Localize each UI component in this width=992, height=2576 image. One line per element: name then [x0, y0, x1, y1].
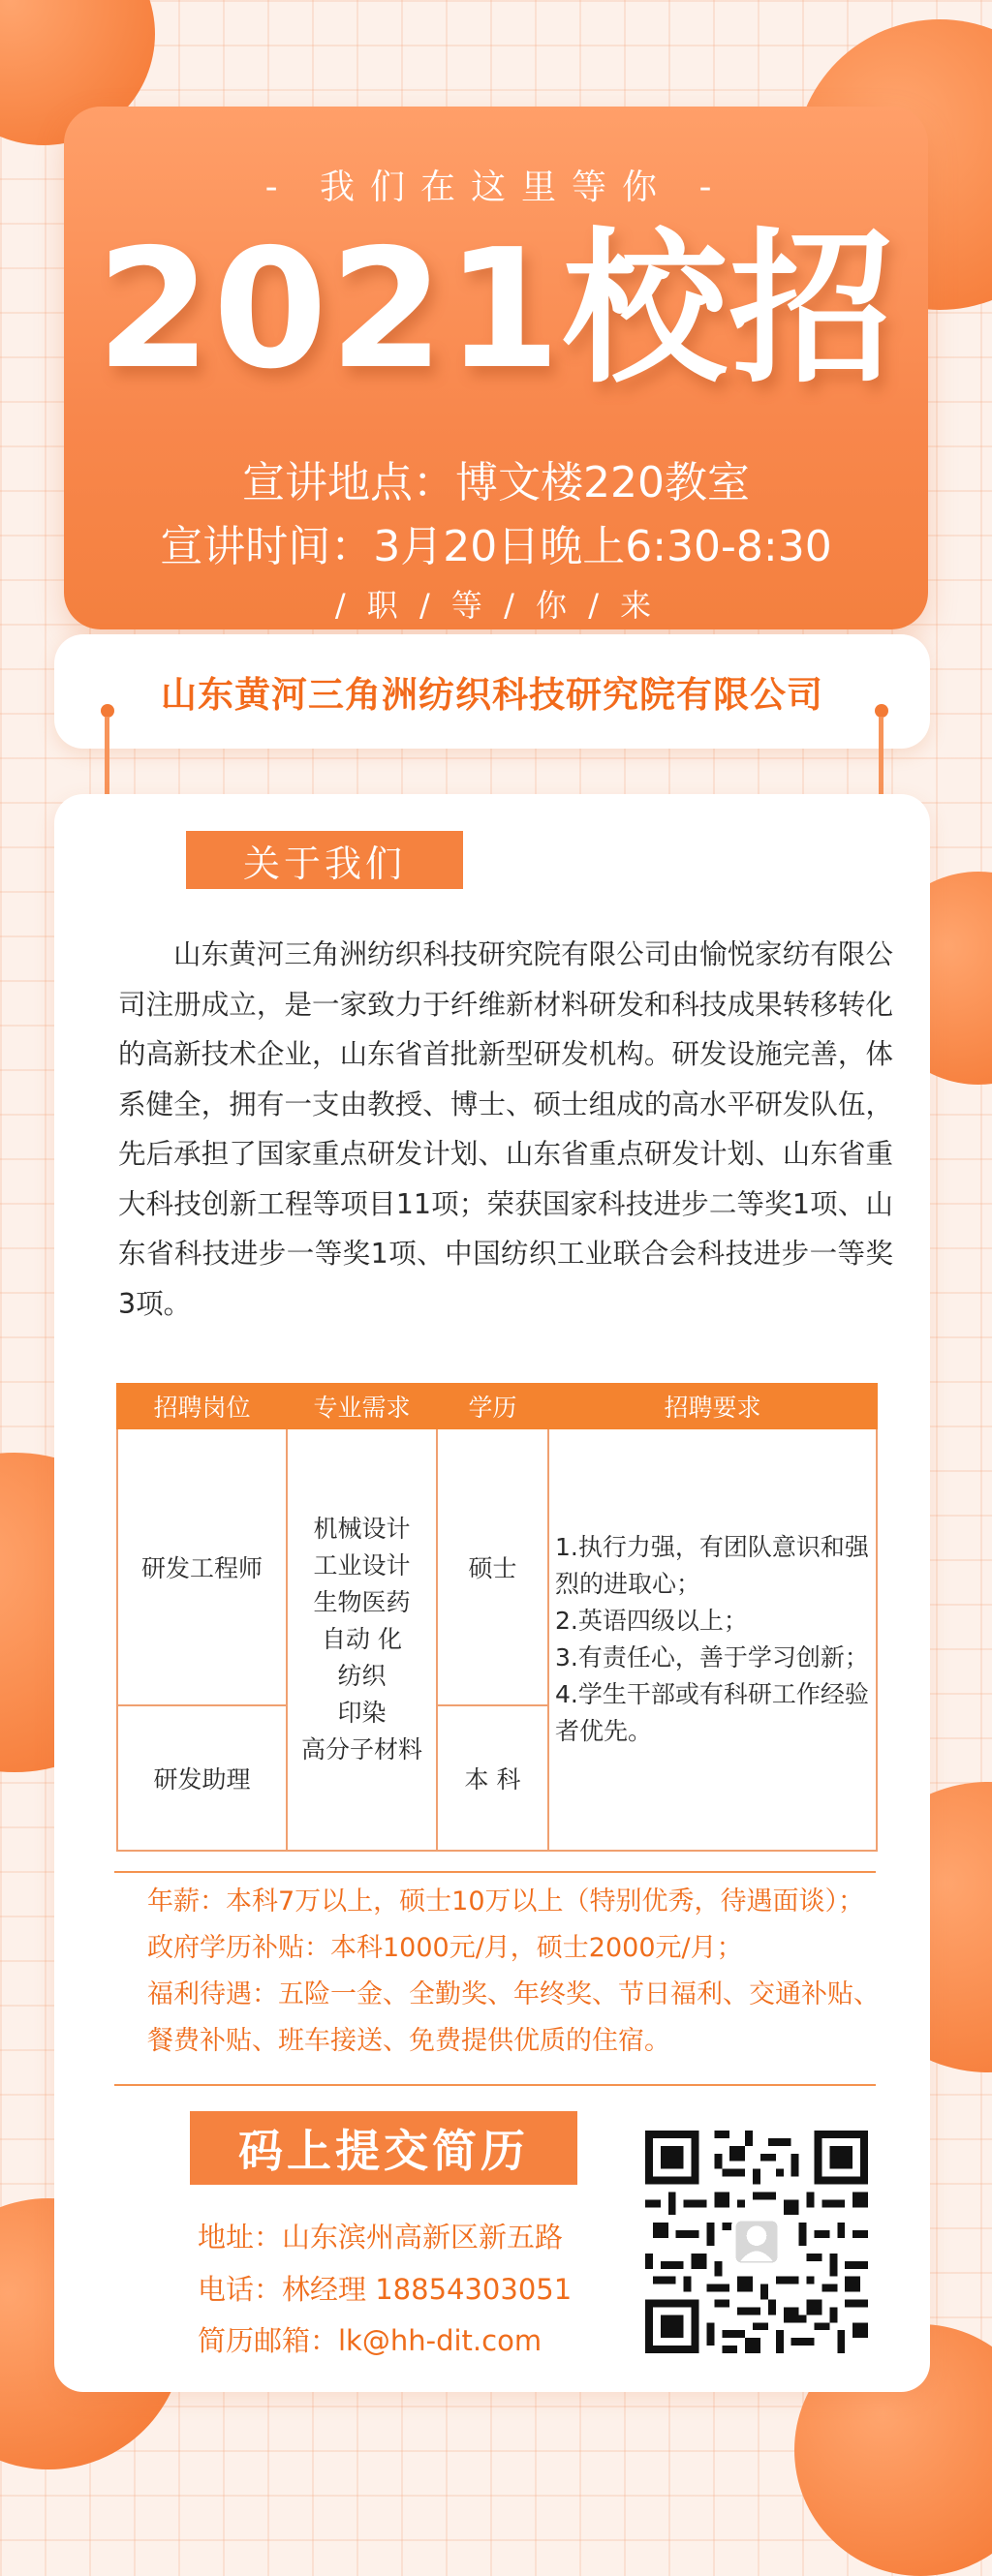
- content-card: [54, 794, 930, 2392]
- divider: [114, 1871, 876, 1873]
- major-item: 机械设计: [313, 1515, 411, 1543]
- table-header: 招聘岗位: [117, 1384, 287, 1428]
- about-text: 山东黄河三角洲纺织科技研究院有限公司由愉悦家纺有限公司注册成立，是一家致力于纤维新材料研发和科技成果转移转化的高新技术企业，山东省首批新型研发机构。研发设施完善，体系健全，拥有一支由教授、博士、硕士组成的高水平研发队伍，先后承担了国家重点研发计划、山东省重点研发计划、山东省重大科技创新工程等项目11项；荣获国家科技进步二等奖1项、山东省科技进步一等奖1项、中国纺织工业联合会科技进步一等奖3项。: [118, 938, 893, 1320]
- qr-code-icon[interactable]: [645, 2131, 868, 2353]
- hanger-peg: [101, 704, 114, 718]
- phone-text: 电话：林经理 18854303051: [198, 2273, 573, 2306]
- position-cell: 研发工程师: [117, 1428, 287, 1705]
- requirement-item: 4.学生干部或有科研工作经验者优先。: [555, 1680, 869, 1745]
- major-item: 生物医药: [313, 1588, 411, 1616]
- company-name-bar: [54, 634, 930, 749]
- recruitment-table: [116, 1383, 878, 1852]
- hanger-peg: [875, 704, 888, 718]
- hero-banner: [64, 107, 928, 629]
- requirement-item: 1.执行力强，有团队意识和强烈的进取心；: [555, 1533, 869, 1598]
- majors-cell: [287, 1428, 437, 1851]
- major-item: 印染: [337, 1699, 387, 1727]
- submit-resume-label: 码上提交简历: [190, 2111, 577, 2185]
- email-text: 简历邮箱：lk@hh-dit.com: [198, 2324, 542, 2357]
- requirements-cell: [548, 1428, 877, 1851]
- major-item: 工业设计: [313, 1551, 411, 1579]
- divider: [114, 2084, 876, 2086]
- requirement-item: 3.有责任心，善于学习创新；: [555, 1643, 869, 1671]
- benefit-line: 福利待遇：五险一金、全勤奖、年终奖、节日福利、交通补贴、餐费补贴、班车接送、免费提供优质的住宿。: [147, 1979, 880, 2056]
- table-header: 专业需求: [287, 1384, 437, 1428]
- benefits-block: [147, 1879, 884, 2065]
- about-label: 关于我们: [186, 831, 463, 889]
- page-title: 2021校招: [96, 214, 896, 406]
- address-text: 地址：山东滨州高新区新五路: [198, 2221, 564, 2254]
- table-header: 学历: [437, 1384, 548, 1428]
- major-item: 自动 化: [322, 1625, 402, 1653]
- requirement-item: 2.英语四级以上；: [555, 1607, 748, 1635]
- venue-text: 宣讲地点：博文楼220教室: [242, 458, 750, 507]
- table-header: 招聘要求: [548, 1384, 877, 1428]
- major-item: 高分子材料: [300, 1735, 422, 1763]
- time-text: 宣讲时间：3月20日晚上6:30-8:30: [160, 522, 832, 571]
- company-name: 山东黄河三角洲纺织科技研究院有限公司: [161, 674, 823, 716]
- degree-cell: 硕士: [437, 1428, 548, 1705]
- benefit-line: 年薪：本科7万以上，硕士10万以上（特别优秀，待遇面谈）；: [147, 1886, 865, 1917]
- benefit-line: 政府学历补贴：本科1000元/月，硕士2000元/月；: [147, 1933, 743, 1963]
- tagline: - 我们在这里等你 -: [264, 168, 728, 207]
- degree-cell: 本 科: [437, 1705, 548, 1851]
- major-item: 纺织: [337, 1662, 387, 1690]
- slogan: / 职 / 等 / 你 / 来: [334, 587, 658, 624]
- position-cell: 研发助理: [117, 1705, 287, 1851]
